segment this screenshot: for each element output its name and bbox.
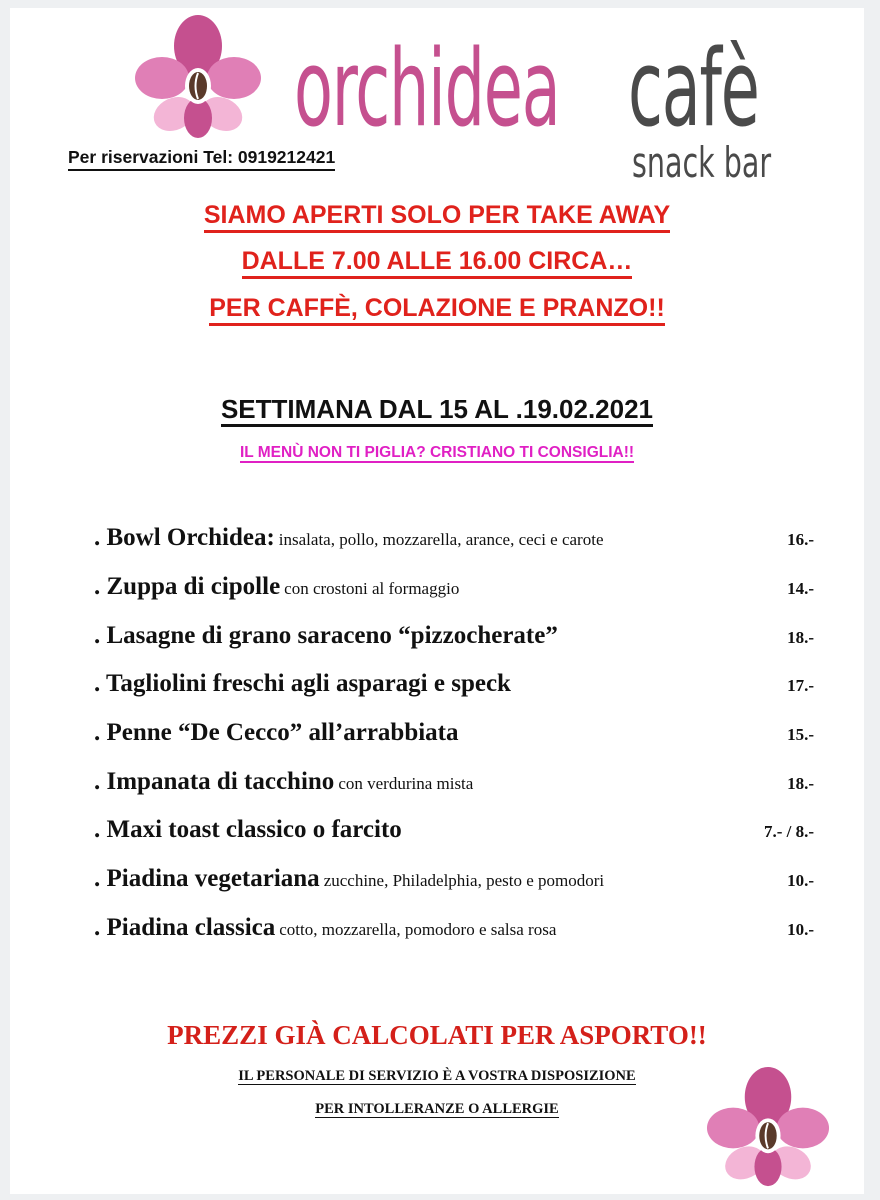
menu-item-name: . Penne “De Cecco” all’arrabbiata: [94, 719, 459, 746]
menu-item: [94, 573, 814, 605]
menu-item-name: . Maxi toast classico o farcito: [94, 816, 402, 843]
menu-item-desc: con verdurina mista: [338, 774, 474, 793]
menu-item-name: . Bowl Orchidea:: [94, 524, 275, 551]
logo-word-orchidea: orchidea: [294, 27, 560, 150]
footer-line-1: IL PERSONALE DI SERVIZIO È A VOSTRA DISPOSIZIONE: [238, 1068, 636, 1084]
menu-item: [94, 768, 814, 800]
orchid-logo-icon: [134, 14, 262, 142]
orchid-small-icon: [704, 1066, 832, 1190]
menu-item-price: 10.-: [787, 920, 814, 939]
menu-item-price: 18.-: [787, 774, 814, 793]
menu-item-name: . Lasagne di grano saraceno “pizzocherate”: [94, 622, 558, 649]
menu-item: [94, 914, 814, 946]
reservation-phone: Per riservazioni Tel: 0919212421: [68, 147, 335, 171]
menu-item: [94, 622, 814, 654]
menu-item-price: 15.-: [787, 725, 814, 744]
notice-line-2: DALLE 7.00 ALLE 16.00 CIRCA…: [10, 247, 864, 276]
menu-item-price: 10.-: [787, 871, 814, 890]
week-title: SETTIMANA DAL 15 AL .19.02.2021: [10, 394, 864, 425]
menu-item-price: 14.-: [787, 579, 814, 598]
menu-item-name: . Impanata di tacchino: [94, 768, 335, 795]
menu-item-name: . Piadina classica: [94, 914, 276, 941]
notice-line-3: PER CAFFÈ, COLAZIONE E PRANZO!!: [10, 294, 864, 323]
menu-item-name: . Zuppa di cipolle: [94, 573, 281, 600]
logo-tagline: snack bar: [632, 138, 772, 187]
menu-item-name: . Tagliolini freschi agli asparagi e speck: [94, 670, 511, 697]
menu-item: [94, 719, 814, 751]
menu-item: [94, 670, 814, 702]
menu-item-desc: cotto, mozzarella, pomodoro e salsa rosa: [279, 920, 557, 939]
logo-word-cafe: cafè: [628, 27, 759, 150]
menu-item-desc: con crostoni al formaggio: [284, 579, 460, 598]
footer-line-2: PER INTOLLERANZE O ALLERGIE: [315, 1101, 559, 1117]
menu-item: [94, 524, 814, 556]
menu-item-price: 16.-: [787, 530, 814, 549]
menu-item: [94, 816, 814, 848]
menu-item-price: 7.- / 8.-: [763, 822, 814, 841]
takeaway-note: PREZZI GIÀ CALCOLATI PER ASPORTO!!: [167, 1020, 707, 1050]
menu-page: [10, 8, 864, 1194]
menu-item-desc: insalata, pollo, mozzarella, arance, ceci e carote: [278, 530, 604, 549]
menu-item-price: 17.-: [787, 676, 814, 695]
tip-line: IL MENÙ NON TI PIGLIA? CRISTIANO TI CONSIGLIA!!: [239, 444, 635, 461]
menu-item-name: . Piadina vegetariana: [94, 865, 320, 892]
menu-item-desc: zucchine, Philadelphia, pesto e pomodori: [323, 871, 605, 890]
menu-item: [94, 865, 814, 897]
menu-item-price: 18.-: [787, 628, 814, 647]
notice-line-1: SIAMO APERTI SOLO PER TAKE AWAY: [10, 201, 864, 230]
